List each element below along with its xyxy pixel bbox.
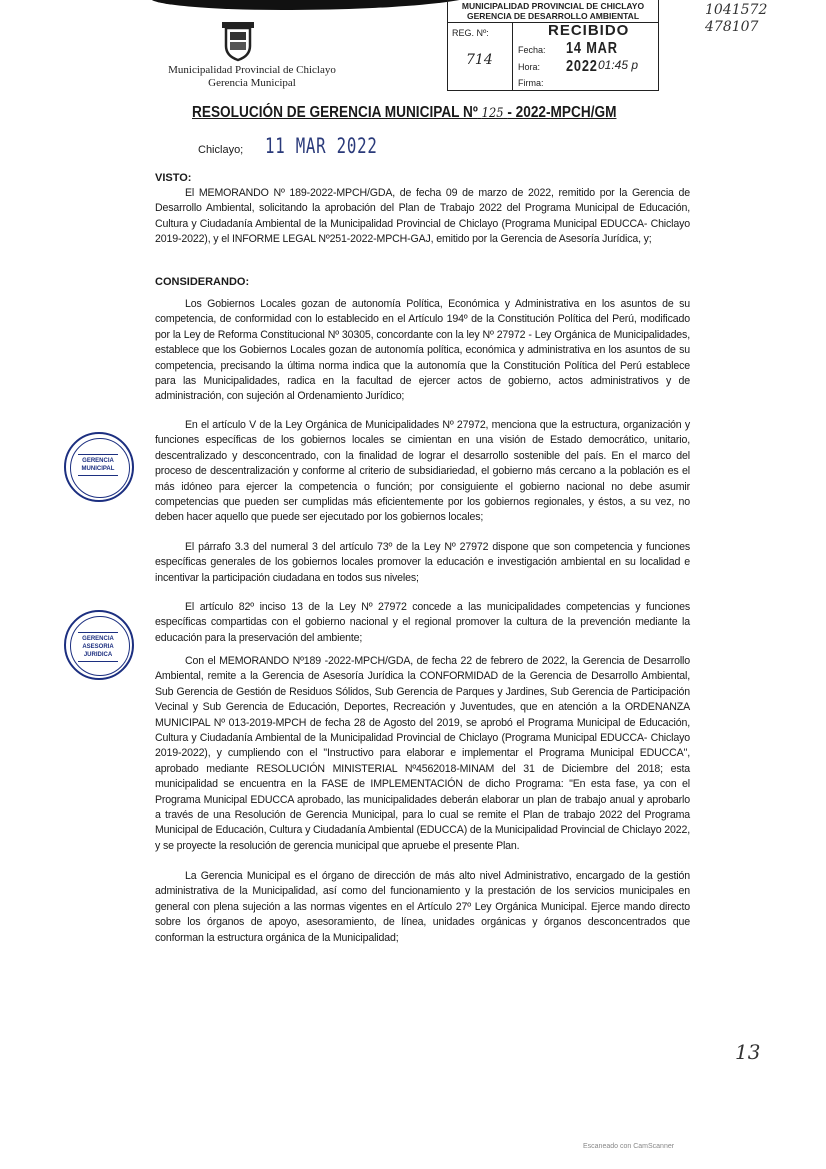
- scanner-note: Escaneado con CamScanner: [583, 1143, 675, 1150]
- stamp-header-line1: MUNICIPALIDAD PROVINCIAL DE CHICLAYO: [461, 1, 645, 11]
- municipal-crest-icon: [216, 18, 260, 62]
- stamp-header-line2: GERENCIA DE DESARROLLO AMBIENTAL: [466, 11, 640, 21]
- stamp-fecha-label: Fecha:: [518, 45, 546, 55]
- resolution-title: [192, 104, 616, 122]
- title-suffix: - 2022-MPCH/GM: [507, 104, 617, 121]
- reception-stamp: [447, 0, 659, 91]
- stamp-reg-label: REG. Nº:: [452, 28, 489, 38]
- visto-heading: VISTO:: [155, 172, 192, 184]
- stamp-firma-label: Firma:: [518, 78, 544, 88]
- issuing-organization: [152, 64, 352, 90]
- seal-center: GERENCIA ASESORIA JURIDICA: [78, 632, 118, 662]
- paragraph: El artículo 82º inciso 13 de la Ley Nº 27972 concede a las municipalidades competencias y funciones específicas compartidas con el gobierno nacional y el regional promover la cultura de la prevención mediante la educación para la preservación del ambiente;: [155, 601, 690, 644]
- paragraph: En el artículo V de la Ley Orgánica de Municipalidades Nº 27972, menciona que la estructura, organización y funciones específicas de los gobiernos locales se cimientan en una visión de Estado democrático, unitario, descentralizado y desconcentrado, con la finalidad de lograr el desarrollo sostenible del país. En el marco del proceso de descentralización y conforme al criterio de subsidiariedad, el gobierno más cercano a la población es el más idóneo para ejercer la competencia o función; por consiguiente el gobierno nacional no debe asumir competencias que pueden ser cumplidas más eficientemente por los gobiernos regionales, y éstos, a su vez, no deben hacer aquello que puede ser ejecutado por los gobiernos locales;: [155, 419, 690, 524]
- seal-gerencia-municipal: [64, 432, 134, 502]
- stamp-received: RECIBIDO: [548, 22, 630, 39]
- title-prefix: RESOLUCIÓN DE GERENCIA MUNICIPAL Nº: [192, 104, 478, 121]
- page-number: 13: [735, 1040, 761, 1064]
- paragraph: La Gerencia Municipal es el órgano de dirección de más alto nivel Administrativo, encargado de la gestión administrativa de la Municipalidad, así como del funcionamiento y la prestación de los servicios municipales en general con plena sujeción a las normas vigentes en el Artículo 27º Ley Orgánica Municipal. Ejerce mando directo sobre los órganos de apoyo, asesoramiento, de línea, unidades orgánicas y órganos desconcentrados que conforman la estructura orgánica de la Municipalidad;: [155, 870, 690, 944]
- handwritten-code: 478107: [705, 19, 759, 35]
- seal-asesoria-juridica: [64, 610, 134, 680]
- handwritten-code: 1041572: [705, 2, 768, 18]
- stamp-header: [448, 0, 658, 23]
- considerando-heading: CONSIDERANDO:: [155, 276, 250, 288]
- scan-shadow: [150, 0, 480, 10]
- paragraph: Los Gobiernos Locales gozan de autonomía Política, Económica y Administrativa en los asuntos de su competencia, de conformidad con lo establecido en el Artículo 194º de la Constitución Política del Perú, modificado por la Ley de Reforma Constitucional Nº 30305, concordante con la ley Nº 27972 - Ley Orgánica de Municipalidades, establece que los Gobiernos Locales gozan de autonomía política, económica y administrativa en los asuntos de su competencia, precisando la última norma indica que la autonomía que la Constitución Política del Perú establece para las Municipalidades, radica en la facultad de ejercer actos de gobierno, actos administrativos y de administración, con sujeción al Ordenamiento Jurídico;: [155, 298, 690, 403]
- paragraph: Con el MEMORANDO Nº189 -2022-MPCH/GDA, de fecha 22 de febrero de 2022, la Gerencia de Desarrollo Ambiental, remite a la Gerencia de Asesoría Jurídica la CONFORMIDAD de la Gerencia de Desarrollo Ambiental, Sub Gerencia de Gestión de Residuos Sólidos, Sub Gerencia de Parques y Jardines, Sub Gerencia de Participación Vecinal y Sub Gerencia de Educación, Deportes, Recreación y Juventudes, que en atención a la ORDENANZA MUNICIPAL Nº 013-2019-MPCH de fecha 28 de Agosto del 2019, se aprobó el Programa Municipal de Educación, Cultura y Ciudadanía Ambiental de la Municipalidad Provincial de Chiclayo (Programa Municipal EDUCCA- Chiclayo 2019-2022), y cumpliendo con el "Instructivo para elaborar e implementar el Programa Municipal EDUCCA", aprobado mediante RESOLUCIÓN MINISTERIAL Nº4562018-MINAM del 31 de Diciembre del 2018; esta municipalidad se encuentra en la FASE de IMPLEMENTACIÓN de dicho Programa: "En esta fase, ya con el Programa Municipal EDUCCA aprobado, las municipalidades deberán elaborar un plan de trabajo anual y aprobarlo a través de una Resolución de Gerencia Municipal, para lo cual se remite el Plan de trabajo 2022 del Programa Municipal de Educación, Cultura y Ciudadanía Ambiental (EDUCCA) de la Municipalidad Provincial de Chiclayo 2022, y se proyecte la resolución de gerencia municipal que apruebe el presente Plan.: [155, 655, 690, 852]
- seal-center: GERENCIA MUNICIPAL: [78, 454, 118, 476]
- place: Chiclayo;: [198, 144, 244, 156]
- stamp-hora-value: 01:45 p: [598, 58, 639, 72]
- org-name: Municipalidad Provincial de Chiclayo: [168, 64, 336, 76]
- paragraph: El párrafo 3.3 del numeral 3 del artículo 73º de la Ley Nº 27972 dispone que son competencia y funciones específicas generales de los gobiernos locales promover la educación e investigación ambiental en su localidad e incentivar la participación ciudadana en todos sus niveles;: [155, 541, 690, 584]
- org-office: Gerencia Municipal: [208, 77, 296, 89]
- date-stamp: 11 MAR 2022: [265, 134, 378, 158]
- stamp-divider: [512, 22, 513, 90]
- stamp-reg-number: 714: [466, 52, 493, 68]
- stamp-hora-label: Hora:: [518, 62, 541, 72]
- stamp-fecha-value: 14 MAR 2022: [566, 40, 618, 75]
- visto-paragraph: El MEMORANDO Nº 189-2022-MPCH/GDA, de fecha 09 de marzo de 2022, remitido por la Gerencia de Desarrollo Ambiental, solicitando la aprobación del Plan de Trabajo 2022 del Programa Municipal de Educación, Cultura y Ciudadanía Ambiental de la Municipalidad Provincial de Chiclayo (Programa Municipal EDUCCA- Chiclayo 2019-2022), y el INFORME LEGAL Nº251-2022-MPCH-GAJ, emitido por la Gerencia de Asesoría Jurídica, y;: [155, 187, 690, 246]
- title-number: 125: [481, 106, 504, 121]
- handwritten-codes: [705, 2, 767, 36]
